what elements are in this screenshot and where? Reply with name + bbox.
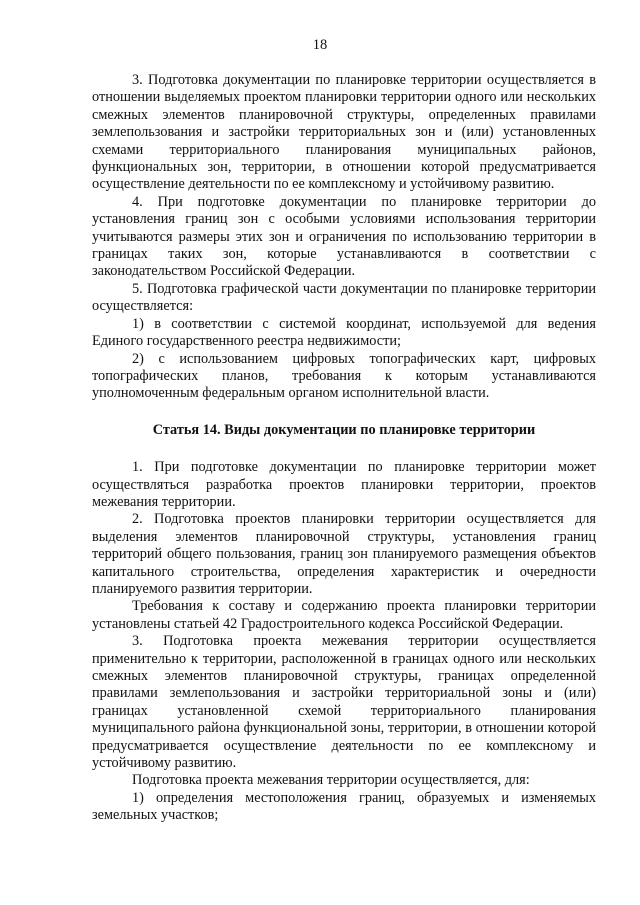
- paragraph-5: 5. Подготовка графической части документации по планировке территории осуществляется:: [92, 280, 596, 315]
- paragraph-5-item-2: 2) с использованием цифровых топографических карт, цифровых топографических планов, требования к которым устанавливаются уполномоченным федеральным органом исполнительной власти.: [92, 350, 596, 402]
- article-paragraph-2-note: Требования к составу и содержанию проекта планировки территории установлены статьей 42 Градостроительного кодекса Российской Федерации.: [92, 598, 596, 632]
- paragraph-3: 3. Подготовка документации по планировке территории осуществляется в отношении выделяемых проектом планировки территории одного или нескольких смежных элементов планировочной структуры, определенных правилами землепользования и застройки территориальных зон и (или) установленных схемами территориального планирования муниципальных районов, функциональных зон, территории, в отношении которой предусматривается осуществление деятельности по ее комплексному и устойчивому развитию.: [92, 72, 596, 193]
- article-paragraph-3-item-1: 1) определения местоположения границ, образуемых и изменяемых земельных участков;: [92, 789, 596, 824]
- paragraph-5-item-1: 1) в соответствии с системой координат, используемой для ведения Единого государственного реестра недвижимости;: [92, 315, 596, 350]
- article-paragraph-2: 2. Подготовка проектов планировки территории осуществляется для выделения элементов планировочной структуры, установления границ территорий общего пользования, границ зон планируемого размещения объектов капитального строительства, определения характеристик и очередности планируемого развития территории.: [92, 511, 596, 597]
- article-paragraph-3-note: Подготовка проекта межевания территории осуществляется, для:: [132, 772, 530, 789]
- article-paragraph-3: 3. Подготовка проекта межевания территории осуществляется применительно к территории, расположенной в границах одного или нескольких смежных элементов планировочной структуры, границах определенной правилами землепользования и застройки территориальной зоны и (или) границах установленной схемой территориального планирования муниципального района функциональной зоны, территории, в отношении которой предусматривается осуществление деятельности по ее комплексному и устойчивому развитию.: [92, 633, 596, 772]
- paragraph-4: 4. При подготовке документации по планировке территории до установления границ зон с особыми условиями использования территории учитываются размеры этих зон и ограничения по использованию территории в границах таких зон, которые устанавливаются в соответствии с законодательством Российской Федерации.: [92, 193, 596, 280]
- document-body: [92, 72, 596, 825]
- article-paragraph-1: 1. При подготовке документации по планировке территории может осуществляться разработка проектов планировки территории, проектов межевания территории.: [92, 459, 596, 510]
- page-number: 18: [312, 37, 328, 53]
- article-heading: Статья 14. Виды документации по планировке территории: [152, 421, 536, 438]
